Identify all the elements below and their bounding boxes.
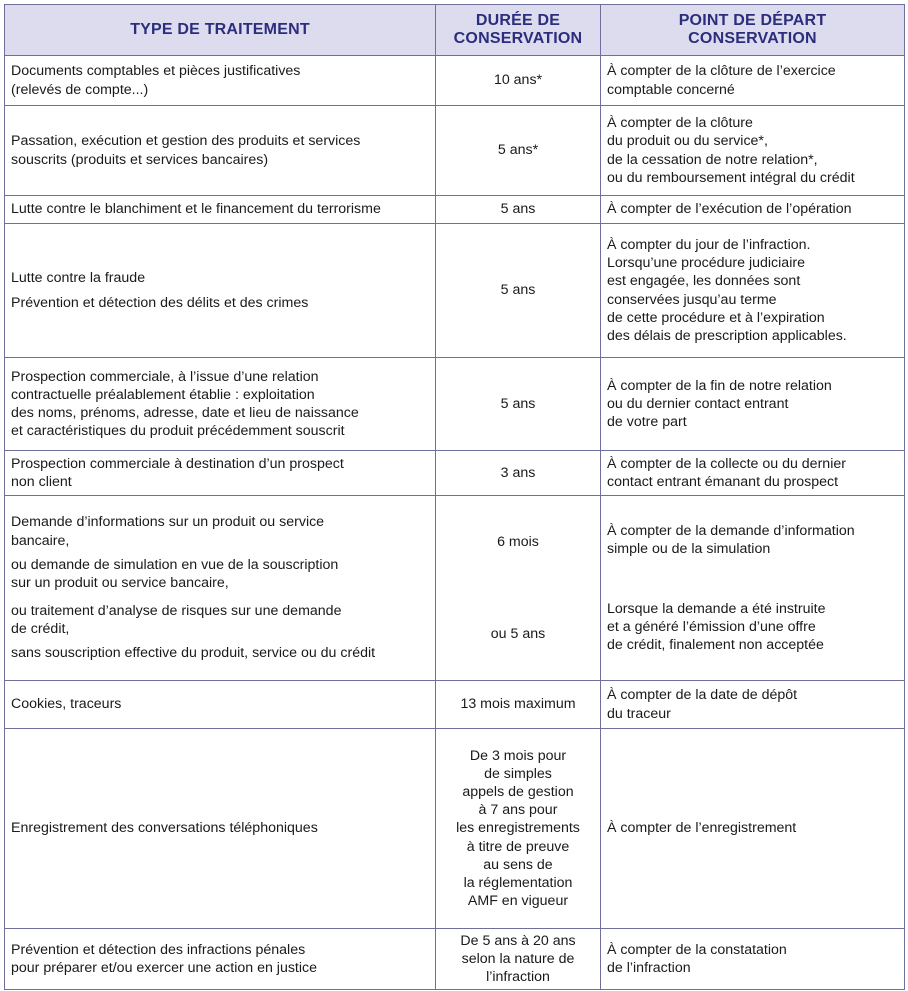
cell-depart bbox=[601, 56, 905, 106]
cell-duree bbox=[436, 358, 601, 451]
table-row bbox=[5, 358, 905, 451]
cell-text: Cookies, traceurs bbox=[11, 696, 122, 713]
cell-text: 10 ans* bbox=[493, 72, 543, 89]
cell-text: et caractéristiques du produit précédemment souscrit bbox=[11, 423, 345, 440]
cell-duree bbox=[436, 224, 601, 358]
table-row bbox=[5, 224, 905, 358]
table-row bbox=[5, 196, 905, 224]
cell-text: Lutte contre la fraude bbox=[11, 270, 146, 287]
table-row bbox=[5, 929, 905, 990]
header-type: TYPE DE TRAITEMENT bbox=[5, 5, 436, 56]
cell-text: de cette procédure et à l’expiration bbox=[607, 309, 825, 326]
cell-text: 5 ans* bbox=[497, 142, 539, 159]
header-row bbox=[5, 5, 905, 56]
header-depart-line2: CONSERVATION bbox=[688, 30, 817, 47]
cell-text: À compter de la fin de notre relation bbox=[607, 377, 832, 394]
cell-depart bbox=[601, 451, 905, 496]
cell-depart bbox=[601, 106, 905, 196]
table-row bbox=[5, 681, 905, 729]
cell-text: la réglementation bbox=[463, 874, 573, 891]
cell-text: de l’infraction bbox=[607, 960, 691, 976]
cell-text: du traceur bbox=[607, 705, 671, 722]
cell-text: À compter de la constatation bbox=[607, 941, 787, 958]
cell-duree bbox=[436, 106, 601, 196]
cell-duree bbox=[436, 496, 601, 681]
retention-table bbox=[4, 4, 905, 990]
cell-text: à 7 ans pour bbox=[478, 802, 558, 819]
cell-text: ou 5 ans bbox=[490, 626, 546, 642]
cell-text: au sens de bbox=[483, 856, 553, 873]
cell-text: 13 mois maximum bbox=[460, 696, 576, 713]
cell-text: À compter du jour de l’infraction. bbox=[607, 236, 811, 253]
cell-text: non client bbox=[11, 474, 72, 490]
duree-spacer bbox=[442, 551, 594, 625]
cell-text: sans souscription effective du produit, service ou du crédit bbox=[11, 645, 376, 662]
cell-text: Documents comptables et pièces justificatives bbox=[11, 63, 301, 80]
cell-text: Prospection commerciale à destination d’un prospect bbox=[11, 455, 344, 472]
cell-depart bbox=[601, 681, 905, 729]
cell-text: bancaire, bbox=[11, 532, 70, 549]
cell-text: 6 mois bbox=[497, 533, 539, 550]
table-row bbox=[5, 729, 905, 929]
cell-text: 3 ans bbox=[500, 464, 536, 481]
cell-type bbox=[5, 729, 436, 929]
cell-duree bbox=[436, 196, 601, 224]
cell-depart bbox=[601, 496, 905, 681]
cell-text: Lutte contre le blanchiment et le financement du terrorisme bbox=[11, 201, 381, 218]
cell-depart bbox=[601, 196, 905, 224]
cell-text: conservées jusqu’au terme bbox=[607, 291, 777, 308]
cell-text: de simples bbox=[484, 765, 552, 782]
cell-duree bbox=[436, 451, 601, 496]
cell-text: À compter de la clôture bbox=[607, 115, 753, 132]
cell-text: ou du remboursement intégral du crédit bbox=[607, 169, 855, 186]
depart-spacer bbox=[607, 558, 898, 600]
cell-text: Prévention et détection des infractions pénales bbox=[11, 941, 306, 958]
header-duree bbox=[436, 5, 601, 56]
cell-text: pour préparer et/ou exercer une action en justice bbox=[11, 960, 318, 976]
cell-text: De 3 mois pour bbox=[469, 747, 567, 764]
cell-duree bbox=[436, 56, 601, 106]
cell-text: À compter de la date de dépôt bbox=[607, 687, 798, 704]
cell-duree bbox=[436, 729, 601, 929]
cell-depart bbox=[601, 729, 905, 929]
table-row bbox=[5, 496, 905, 681]
cell-text: 5 ans bbox=[500, 395, 536, 412]
cell-text: ou du dernier contact entrant bbox=[607, 395, 789, 412]
cell-text: l’infraction bbox=[486, 969, 550, 986]
cell-text: contact entrant émanant du prospect bbox=[607, 474, 839, 490]
cell-text: simple ou de la simulation bbox=[607, 540, 771, 557]
cell-text: Demande d’informations sur un produit ou service bbox=[11, 514, 325, 531]
cell-text: Prospection commerciale, à l’issue d’une relation bbox=[11, 368, 319, 385]
cell-text: Lorsque la demande a été instruite bbox=[607, 600, 826, 617]
cell-text: de crédit, finalement non acceptée bbox=[607, 637, 824, 654]
header-depart bbox=[601, 5, 905, 56]
cell-text: Enregistrement des conversations téléphoniques bbox=[11, 820, 318, 837]
cell-text: selon la nature de bbox=[461, 950, 575, 967]
cell-text: de votre part bbox=[607, 414, 687, 431]
cell-text: à titre de preuve bbox=[466, 838, 570, 855]
cell-duree bbox=[436, 929, 601, 990]
header-duree-line1: DURÉE DE bbox=[475, 12, 561, 30]
cell-type bbox=[5, 451, 436, 496]
cell-text: les enregistrements bbox=[456, 820, 580, 837]
cell-type bbox=[5, 224, 436, 358]
cell-type bbox=[5, 106, 436, 196]
cell-text: (relevés de compte...) bbox=[11, 81, 149, 98]
table-row bbox=[5, 56, 905, 106]
cell-type bbox=[5, 358, 436, 451]
cell-duree bbox=[436, 681, 601, 729]
cell-type bbox=[5, 496, 436, 681]
cell-text: AMF en vigueur bbox=[467, 893, 569, 910]
cell-text: est engagée, les données sont bbox=[607, 273, 801, 290]
cell-text: appels de gestion bbox=[462, 784, 574, 801]
header-depart-line1: POINT DE DÉPART bbox=[678, 12, 827, 30]
cell-text: et a généré l’émission d’une offre bbox=[607, 619, 816, 636]
cell-text: souscrits (produits et services bancaires) bbox=[11, 151, 269, 168]
cell-text: À compter de la collecte ou du dernier bbox=[607, 455, 846, 472]
cell-text: des délais de prescription applicables. bbox=[607, 327, 847, 344]
cell-text: comptable concerné bbox=[607, 81, 735, 98]
cell-text: Lorsqu’une procédure judiciaire bbox=[607, 255, 805, 272]
cell-depart bbox=[601, 929, 905, 990]
cell-type bbox=[5, 196, 436, 224]
cell-text: De 5 ans à 20 ans bbox=[460, 932, 576, 949]
cell-text: À compter de l’enregistrement bbox=[607, 820, 797, 837]
cell-depart bbox=[601, 358, 905, 451]
cell-text: ou traitement d’analyse de risques sur une demande bbox=[11, 603, 342, 620]
cell-text: de la cessation de notre relation*, bbox=[607, 151, 818, 168]
cell-text: sur un produit ou service bancaire, bbox=[11, 574, 229, 591]
table-row bbox=[5, 451, 905, 496]
cell-type bbox=[5, 929, 436, 990]
cell-text: Prévention et détection des délits et des crimes bbox=[11, 294, 309, 311]
cell-text: 5 ans bbox=[500, 201, 536, 218]
cell-depart bbox=[601, 224, 905, 358]
cell-text: de crédit, bbox=[11, 621, 70, 638]
cell-text: 5 ans bbox=[500, 282, 536, 299]
cell-type bbox=[5, 56, 436, 106]
cell-text: À compter de la demande d’information bbox=[607, 522, 855, 539]
cell-text: À compter de la clôture de l’exercice bbox=[607, 63, 836, 80]
cell-text: À compter de l’exécution de l’opération bbox=[607, 201, 852, 218]
cell-text: Passation, exécution et gestion des produits et services bbox=[11, 133, 361, 150]
cell-text: ou demande de simulation en vue de la souscription bbox=[11, 556, 339, 573]
header-duree-line2: CONSERVATION bbox=[453, 30, 583, 47]
table-row bbox=[5, 106, 905, 196]
cell-text: contractuelle préalablement établie : exploitation bbox=[11, 386, 315, 403]
cell-type bbox=[5, 681, 436, 729]
cell-text: du produit ou du service*, bbox=[607, 133, 768, 150]
cell-text: des noms, prénoms, adresse, date et lieu de naissance bbox=[11, 405, 359, 421]
